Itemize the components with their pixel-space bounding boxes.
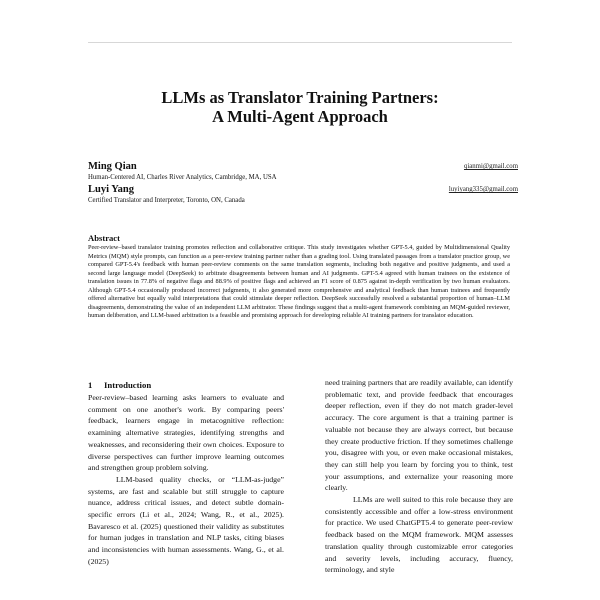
- body-paragraph: need training partners that are readily available, can identify problematic text, and provide feedback that encourages deeper reflection, even if they do not match grader-level accuracy. The core argument is that a training partner is valuable not because they are always correct, but because they create productive friction. If they sometimes challenge you, disagree with you, or even make occasional mistakes, they can still help you learn by forcing you to think, test your assumptions, and externalize your reasoning more clearly.: [325, 378, 513, 493]
- section-heading: [88, 380, 284, 391]
- author-affiliation: Human-Centered AI, Charles River Analytics, Cambridge, MA, USA: [88, 174, 277, 181]
- title-line-1: LLMs as Translator Training Partners:: [161, 88, 439, 107]
- abstract-heading: Abstract: [88, 233, 120, 243]
- body-paragraph: LLM-based quality checks, or “LLM-as-judge” systems, are fast and scalable but still struggle to capture nuance, address critical issues, and detect subtle domain-specific errors (Li et al., 2024; Wang, R., et al., 2025). Bavaresco et al. (2025) questioned their validity as substitutes for human judges in translation and NLP tasks, citing biases and inconsistencies with human assessments. Wang, G., et al. (2025): [88, 474, 284, 566]
- section-number: 1: [88, 380, 93, 390]
- author-name: Luyi Yang: [88, 184, 135, 195]
- author-name: Ming Qian: [88, 161, 137, 172]
- body-paragraph: LLMs are well suited to this role because they are consistently accessible and offer a low-stress environment for practice. We used ChatGPT5.4 to generate peer-review feedback based on the MQM framework. MQM assesses translation quality through customizable error categories and severity levels, including accuracy, fluency, terminology, and style: [325, 495, 513, 575]
- author-block-1: [88, 161, 518, 182]
- abstract-text: Peer-review–based translator training promotes reflection and collaborative critique. This study investigates whether GPT-5.4, guided by Multidimensional Quality Metrics (MQM) style prompts, can function as a peer-review training partner rather than a grading tool. Using translated passages from a translator practice group, we compared GPT-5.4's feedback with human peer-review comments on the same translation segments, including both negative and positive judgments, and used a second large language model (DeepSeek) to arbitrate disagreements between human and AI judgments. GPT-5.4 agreed with human trainees on the existence of translation issues in 77.8% of negative flags and 88.9% of positive flags and achieved an F1 score of 0.875 against in-depth verification by two human evaluators. Although GPT-5.4 occasionally produced incorrect judgments, it also generated more comprehensive and analytical feedback than human trainees and frequently offered alternative but equally valid interpretations that could stimulate deeper reflection. DeepSeek successfully resolved a substantial proportion of human–LLM disagreements, demonstrating the value of an independent LLM arbitrator. These findings suggest that a multi-agent framework combining an MQM-guided reviewer, human deliberation, and LLM-based arbitration is a feasible and promising approach for developing reliable AI training partners for translator education.: [88, 244, 510, 320]
- author-affiliation: Certified Translator and Interpreter, Toronto, ON, Canada: [88, 197, 245, 204]
- body-paragraph: Peer-review–based learning asks learners to evaluate and comment on one another's work. By comparing peers' feedback, learners engage in metacognitive reflection: examining alternative strategies, identifying strengths and weaknesses, and reconsidering their own choices. Exposure to diverse perspectives can further improve learning outcomes and strengthen group problem solving.: [88, 393, 284, 473]
- author-block-2: [88, 184, 518, 205]
- abstract-section: [88, 233, 510, 321]
- header-rule: [88, 42, 512, 43]
- right-column: [325, 377, 513, 576]
- title-line-2: A Multi-Agent Approach: [212, 107, 388, 126]
- left-column: [88, 380, 284, 568]
- author-email-link[interactable]: qianmi@gmail.com: [463, 163, 518, 170]
- section-title: Introduction: [104, 380, 152, 390]
- paper-title: [60, 88, 540, 126]
- author-email-link[interactable]: luyiyang335@gmail.com: [448, 186, 518, 193]
